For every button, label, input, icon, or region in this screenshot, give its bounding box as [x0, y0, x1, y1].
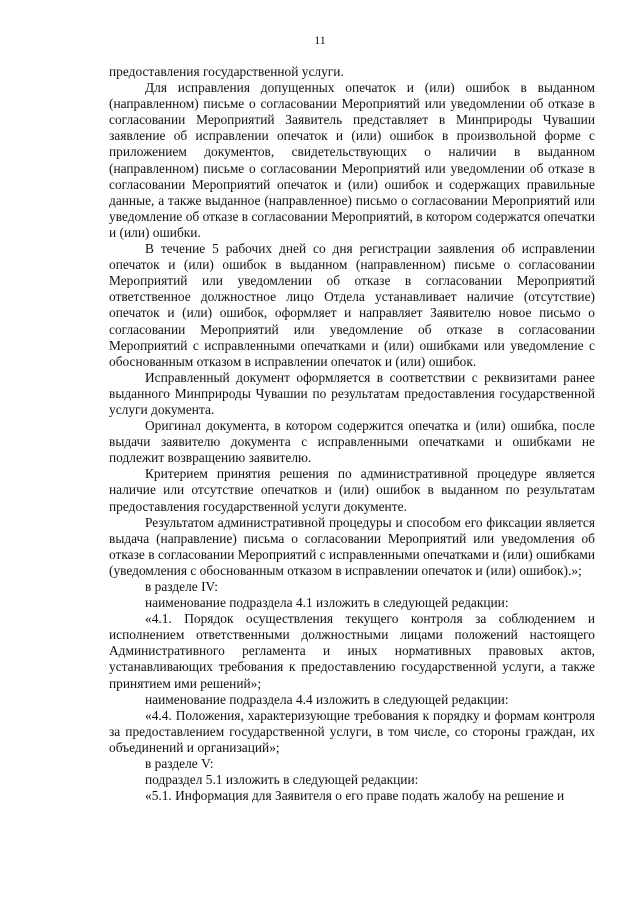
page-number: 11 [314, 33, 326, 47]
body-text [109, 64, 595, 804]
paragraph: В течение 5 рабочих дней со дня регистрации заявления об исправлении опечаток и (или) ошибок в выданном (направленном) письме о согласовании Мероприятий или уведомлении об отказе в согласовании Мероприятий ответственное должностное лицо Отдела устанавливает наличие (отсутствие) опечаток и (или) ошибок, оформляет и направляет Заявителю новое письмо о согласовании Мероприятий или уведомление об отказе в согласовании Мероприятий с исправленными опечатками и (или) ошибками или уведомление с обоснованным отказом в исправлении опечаток и (или) ошибок. [109, 241, 595, 369]
paragraph: Для исправления допущенных опечаток и (или) ошибок в выданном (направленном) письме о согласовании Мероприятий или уведомлении об отказе в согласовании Мероприятий Заявитель представляет в Минприроды Чувашии заявление об исправлении опечаток и (или) ошибок в произвольной форме с приложением документов, свидетельствующих о наличии в выданном (направленном) письме о согласовании Мероприятий или уведомлении об отказе в согласовании Мероприятий опечаток и (или) ошибок и содержащих правильные данные, а также выданное (направленное) письмо о согласовании Мероприятий или уведомление об отказе в согласовании Мероприятий, в котором содержатся опечатки и (или) ошибки. [109, 80, 595, 240]
paragraph: в разделе V: [145, 756, 214, 772]
paragraph: наименование подраздела 4.4 изложить в следующей редакции: [145, 691, 509, 707]
paragraph: Результатом административной процедуры и способом его фиксации является выдача (направление) письма о согласовании Мероприятий или уведомления об отказе в согласовании Мероприятий с исправленными опечатками и (или) ошибками (уведомления с обоснованным отказом в исправлении опечаток и (или) ошибок).»; [109, 514, 595, 578]
paragraph: Исправленный документ оформляется в соответствии с реквизитами ранее выданного Минприроды Чувашии по результатам предоставления государственной услуги документа. [109, 369, 595, 417]
paragraph: Оригинал документа, в котором содержится опечатка и (или) ошибка, после выдачи заявителю документа с исправленными опечатками и ошибками не подлежит возвращению заявителю. [109, 418, 595, 466]
paragraph: «4.4. Положения, характеризующие требования к порядку и формам контроля за предоставлением государственной услуги, в том числе, со стороны граждан, их объединений и организаций»; [109, 707, 595, 755]
paragraph: предоставления государственной услуги. [109, 64, 344, 79]
paragraph: наименование подраздела 4.1 изложить в следующей редакции: [145, 595, 509, 611]
paragraph: «5.1. Информация для Заявителя о его праве подать жалобу на решение и [145, 788, 565, 804]
paragraph: «4.1. Порядок осуществления текущего контроля за соблюдением и исполнением ответственными должностными лицами положений настоящего Административного регламента и иных нормативных правовых актов, устанавливающих требования к предоставлению государственной услуги, а также принятием ими решений»; [109, 611, 595, 691]
paragraph: подраздел 5.1 изложить в следующей редакции: [145, 772, 419, 788]
paragraph: Критерием принятия решения по административной процедуре является наличие или отсутствие опечатков и (или) ошибок в выданном по результатам предоставления государственной услуги документе. [109, 466, 595, 514]
paragraph: в разделе IV: [145, 579, 218, 594]
